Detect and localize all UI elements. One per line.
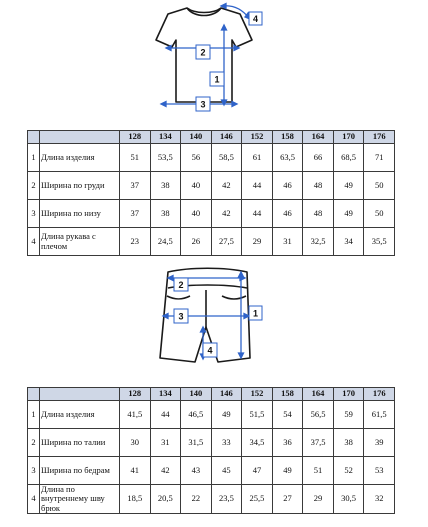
measurement-value: 42 — [211, 200, 242, 228]
shorts-marker-4: 4 — [207, 345, 213, 356]
table-row — [28, 228, 395, 256]
measurement-value: 46 — [272, 172, 303, 200]
measurement-value: 32 — [364, 485, 395, 514]
measurement-value: 44 — [242, 200, 273, 228]
measurement-value: 50 — [364, 200, 395, 228]
size-header: 140 — [181, 131, 212, 144]
size-header: 158 — [272, 131, 303, 144]
table-row — [28, 457, 395, 485]
row-number: 4 — [28, 485, 40, 514]
shorts-size-table — [27, 387, 395, 514]
measurement-value: 40 — [181, 172, 212, 200]
shorts-marker-1: 1 — [252, 308, 259, 319]
row-number: 1 — [28, 144, 40, 172]
size-header: 170 — [333, 388, 364, 401]
measurement-label: Ширина по низу — [40, 200, 120, 228]
tshirt-marker-2: 2 — [200, 47, 206, 58]
size-header: 152 — [242, 131, 273, 144]
table-row — [28, 144, 395, 172]
measurement-value: 71 — [364, 144, 395, 172]
measurement-value: 45 — [211, 457, 242, 485]
size-header: 134 — [150, 131, 181, 144]
measurement-value: 53,5 — [150, 144, 181, 172]
measurement-value: 49 — [211, 401, 242, 429]
measurement-value: 48 — [303, 200, 334, 228]
measurement-value: 38 — [150, 172, 181, 200]
shorts-marker-3: 3 — [178, 311, 184, 322]
measurement-value: 51,5 — [242, 401, 273, 429]
measurement-value: 56,5 — [303, 401, 334, 429]
size-header: 140 — [181, 388, 212, 401]
measurement-value: 31 — [272, 228, 303, 256]
measurement-value: 38 — [150, 200, 181, 228]
size-header: 176 — [364, 131, 395, 144]
measurement-value: 44 — [150, 401, 181, 429]
measurement-label: Длина рукава с плечом — [40, 228, 120, 256]
measurement-value: 29 — [303, 485, 334, 514]
measurement-value: 30,5 — [333, 485, 364, 514]
row-number: 2 — [28, 429, 40, 457]
measurement-value: 42 — [211, 172, 242, 200]
measurement-value: 61,5 — [364, 401, 395, 429]
measurement-value: 51 — [303, 457, 334, 485]
measurement-value: 23,5 — [211, 485, 242, 514]
size-header: 128 — [120, 388, 151, 401]
measurement-value: 25,5 — [242, 485, 273, 514]
table-header-row — [28, 388, 395, 401]
measurement-label: Длина изделия — [40, 401, 120, 429]
size-header: 128 — [120, 131, 151, 144]
measurement-value: 26 — [181, 228, 212, 256]
measurement-value: 44 — [242, 172, 273, 200]
size-header: 170 — [333, 131, 364, 144]
measurement-value: 51 — [120, 144, 151, 172]
measurement-value: 24,5 — [150, 228, 181, 256]
size-header: 152 — [242, 388, 273, 401]
measurement-value: 52 — [333, 457, 364, 485]
measurement-value: 42 — [150, 457, 181, 485]
measurement-value: 59 — [333, 401, 364, 429]
row-number: 1 — [28, 401, 40, 429]
row-number: 4 — [28, 228, 40, 256]
measurement-value: 39 — [364, 429, 395, 457]
table-row — [28, 485, 395, 514]
measurement-value: 27,5 — [211, 228, 242, 256]
measurement-value: 22 — [181, 485, 212, 514]
measurement-value: 35,5 — [364, 228, 395, 256]
row-number: 3 — [28, 200, 40, 228]
measurement-value: 23 — [120, 228, 151, 256]
measurement-value: 34,5 — [242, 429, 273, 457]
measurement-value: 40 — [181, 200, 212, 228]
measurement-value: 33 — [211, 429, 242, 457]
size-header: 164 — [303, 388, 334, 401]
measurement-value: 41,5 — [120, 401, 151, 429]
measurement-value: 48 — [303, 172, 334, 200]
row-number: 3 — [28, 457, 40, 485]
measurement-value: 54 — [272, 401, 303, 429]
measurement-value: 29 — [242, 228, 273, 256]
tshirt-marker-1: 1 — [214, 74, 220, 85]
tshirt-marker-3: 3 — [200, 99, 206, 110]
tshirt-marker-4: 4 — [252, 14, 259, 24]
size-header: 176 — [364, 388, 395, 401]
measurement-value: 20,5 — [150, 485, 181, 514]
measurement-label: Ширина по талии — [40, 429, 120, 457]
table-header-row — [28, 131, 395, 144]
table-row — [28, 200, 395, 228]
measurement-value: 63,5 — [272, 144, 303, 172]
measurement-value: 41 — [120, 457, 151, 485]
measurement-value: 50 — [364, 172, 395, 200]
measurement-label: Длина по внутреннему шву брюк — [40, 485, 120, 514]
measurement-value: 49 — [333, 200, 364, 228]
row-number: 2 — [28, 172, 40, 200]
measurement-value: 56 — [181, 144, 212, 172]
measurement-value: 31 — [150, 429, 181, 457]
measurement-value: 58,5 — [211, 144, 242, 172]
size-header: 164 — [303, 131, 334, 144]
size-header: 134 — [150, 388, 181, 401]
measurement-label: Длина изделия — [40, 144, 120, 172]
measurement-label: Ширина по бедрам — [40, 457, 120, 485]
measurement-value: 46,5 — [181, 401, 212, 429]
measurement-value: 47 — [242, 457, 273, 485]
size-header: 146 — [211, 131, 242, 144]
size-header: 146 — [211, 388, 242, 401]
measurement-value: 36 — [272, 429, 303, 457]
measurement-value: 30 — [120, 429, 151, 457]
measurement-value: 32,5 — [303, 228, 334, 256]
measurement-value: 37 — [120, 200, 151, 228]
measurement-value: 34 — [333, 228, 364, 256]
measurement-value: 61 — [242, 144, 273, 172]
measurement-value: 37 — [120, 172, 151, 200]
measurement-value: 27 — [272, 485, 303, 514]
measurement-value: 43 — [181, 457, 212, 485]
table-row — [28, 172, 395, 200]
measurement-value: 53 — [364, 457, 395, 485]
tshirt-size-table — [27, 130, 395, 256]
measurement-label: Ширина по груди — [40, 172, 120, 200]
shorts-marker-2: 2 — [178, 280, 184, 290]
table-row — [28, 429, 395, 457]
measurement-value: 31,5 — [181, 429, 212, 457]
measurement-value: 38 — [333, 429, 364, 457]
table-row — [28, 401, 395, 429]
measurement-value: 66 — [303, 144, 334, 172]
size-header: 158 — [272, 388, 303, 401]
measurement-value: 37,5 — [303, 429, 334, 457]
measurement-value: 68,5 — [333, 144, 364, 172]
measurement-value: 18,5 — [120, 485, 151, 514]
measurement-value: 46 — [272, 200, 303, 228]
measurement-value: 49 — [333, 172, 364, 200]
measurement-value: 49 — [272, 457, 303, 485]
